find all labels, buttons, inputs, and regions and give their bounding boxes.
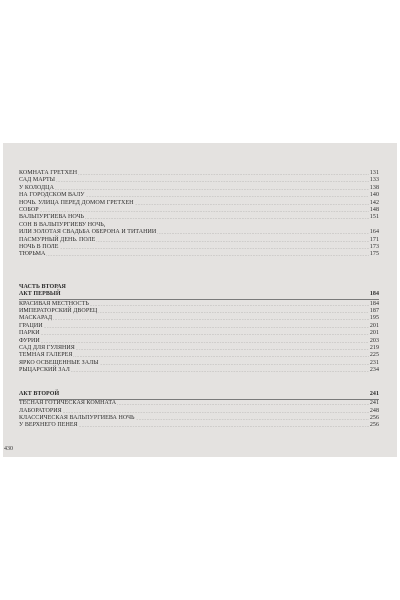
- toc-entry-title: ТЕСНАЯ ГОТИЧЕСКАЯ КОМНАТА: [19, 400, 117, 407]
- toc-leader-dots: [41, 338, 369, 345]
- toc-act-heading: [19, 291, 379, 298]
- toc-entry-title: У ВЕРХНЕГО ПЕНЕЯ: [19, 422, 78, 429]
- toc-entry-page: 225: [369, 352, 379, 359]
- toc-entry-page: 234: [369, 367, 379, 374]
- toc-leader-dots: [117, 400, 369, 407]
- toc-act-title: АКТ ВТОРОЙ: [19, 390, 60, 397]
- toc-entry: [19, 237, 379, 244]
- toc-entry-title: ИЛИ ЗОЛОТАЯ СВАДЬБА ОБЕРОНА И ТИТАНИИ: [19, 229, 157, 236]
- toc-leader-dots: [79, 422, 369, 429]
- toc-entry: [19, 415, 379, 422]
- toc-entry-page: 151: [369, 214, 379, 221]
- toc-act-heading: [19, 391, 379, 398]
- toc-entry: [19, 308, 379, 315]
- toc-entry-page: 164: [369, 229, 379, 236]
- toc-leader-dots: [98, 308, 369, 315]
- toc-entry-page: 184: [369, 300, 379, 307]
- toc-entry-page: 241: [369, 400, 379, 407]
- toc-entry-title: КЛАССИЧЕСКАЯ ВАЛЬПУРГИЕВА НОЧЬ: [19, 414, 135, 421]
- toc-entry-title: ПАСМУРНЫЙ ДЕНЬ. ПОЛЕ: [19, 236, 96, 243]
- toc-entry-page: 175: [369, 251, 379, 258]
- toc-leader-dots: [96, 237, 369, 244]
- toc-leader-dots: [76, 345, 369, 352]
- toc-entry-page: 173: [369, 243, 379, 250]
- toc-entry-page: 203: [369, 337, 379, 344]
- toc-leader-dots: [41, 330, 369, 337]
- toc-leader-dots: [157, 229, 369, 236]
- toc-entry-page: 142: [369, 199, 379, 206]
- toc-entry: [19, 251, 379, 258]
- part-heading: ЧАСТЬ ВТОРАЯ: [19, 284, 66, 290]
- toc-leader-dots: [71, 367, 369, 374]
- toc-entry: [19, 229, 379, 236]
- toc-entry: [19, 422, 379, 429]
- toc-entry: [19, 177, 379, 184]
- toc-entry-title: ТЮРЬМА: [19, 251, 46, 258]
- toc-entry: [19, 367, 379, 374]
- toc-entry-page: 256: [369, 414, 379, 421]
- book-page: [3, 143, 397, 457]
- toc-entry-title: ЛАБОРАТОРИЯ: [19, 407, 62, 414]
- toc-entry: [19, 345, 379, 352]
- toc-entry: [19, 315, 379, 322]
- toc-entry: [19, 200, 379, 207]
- toc-entry-page: 195: [369, 315, 379, 322]
- toc-leader-dots: [63, 408, 369, 415]
- toc-entry-page: 171: [369, 236, 379, 243]
- toc-entry-page: 256: [369, 422, 379, 429]
- toc-entry-title: ТЕМНАЯ ГАЛЕРЕЯ: [19, 352, 73, 359]
- toc-entry: [19, 338, 379, 345]
- toc-entry: [19, 408, 379, 415]
- toc-leader-dots: [56, 177, 369, 184]
- toc-entry-title: МАСКАРАД: [19, 315, 53, 322]
- toc-entry-page: 201: [369, 322, 379, 329]
- toc-entry-page: 133: [369, 177, 379, 184]
- toc-entry-page: 248: [369, 407, 379, 414]
- toc-leader-dots: [62, 291, 369, 298]
- toc-entry-title: НА ГОРОДСКОМ ВАЛУ: [19, 192, 85, 199]
- toc-block-part-two-act-one: [19, 284, 379, 374]
- toc-entry: [19, 360, 379, 367]
- toc-entry-title: ПАРКИ: [19, 330, 40, 337]
- toc-entry-title: У КОЛОДЦА: [19, 184, 54, 191]
- toc-entry-title: РЫЦАРСКИЙ ЗАЛ: [19, 367, 70, 374]
- toc-entry-title: КРАСИВАЯ МЕСТНОСТЬ: [19, 300, 89, 307]
- toc-entry: [19, 352, 379, 359]
- toc-entry: [19, 185, 379, 192]
- toc-leader-dots: [40, 207, 369, 214]
- toc-entry: [19, 301, 379, 308]
- page-number: 430: [4, 446, 13, 452]
- toc-entry-title: СОБОР: [19, 206, 39, 213]
- toc-entry-title: ЯРКО ОСВЕЩЕННЫЕ ЗАЛЫ: [19, 359, 99, 366]
- toc-leader-dots: [100, 360, 369, 367]
- toc-entry: [19, 244, 379, 251]
- toc-entry-page: 138: [369, 184, 379, 191]
- toc-leader-dots: [106, 222, 378, 229]
- toc-leader-dots: [46, 251, 369, 258]
- toc-entry-title: ВАЛЬПУРГИЕВА НОЧЬ: [19, 214, 85, 221]
- toc-entry-page: 201: [369, 330, 379, 337]
- toc-entry-title: НОЧЬ. УЛИЦА ПЕРЕД ДОМОМ ГРЕТХЕН: [19, 199, 134, 206]
- toc-leader-dots: [136, 415, 369, 422]
- toc-entry: [19, 214, 379, 221]
- toc-entry: [19, 170, 379, 177]
- toc-entry-title: ГРАЦИИ: [19, 322, 43, 329]
- toc-entry-page: 231: [369, 359, 379, 366]
- toc-entry: [19, 400, 379, 407]
- toc-leader-dots: [53, 315, 369, 322]
- toc-leader-dots: [90, 301, 369, 308]
- toc-entry-title: САД МАРТЫ: [19, 177, 56, 184]
- toc-leader-dots: [60, 391, 369, 398]
- toc-leader-dots: [60, 244, 369, 251]
- toc-entry-page: 131: [369, 169, 379, 176]
- toc-block-part-two-act-two: [19, 391, 379, 430]
- toc-entry-title: КОМНАТА ГРЕТХЕН: [19, 169, 78, 176]
- toc-entry: [19, 222, 379, 229]
- toc-entry: [19, 330, 379, 337]
- toc-entry-title: САД ДЛЯ ГУЛЯНИЯ: [19, 344, 75, 351]
- toc-leader-dots: [86, 192, 369, 199]
- toc-leader-dots: [44, 323, 369, 330]
- toc-entry-page: 219: [369, 344, 379, 351]
- toc-entry: [19, 192, 379, 199]
- toc-act-title: АКТ ПЕРВЫЙ: [19, 291, 61, 298]
- toc-act-page: 241: [369, 390, 379, 397]
- toc-block-part-one-end: [19, 170, 379, 259]
- toc-leader-dots: [135, 200, 369, 207]
- toc-leader-dots: [73, 352, 368, 359]
- toc-entry: [19, 323, 379, 330]
- toc-entry-title: НОЧЬ В ПОЛЕ: [19, 243, 59, 250]
- toc-leader-dots: [85, 214, 369, 221]
- toc-entry-title: СОН В ВАЛЬПУРГИЕВУ НОЧЬ,: [19, 221, 106, 228]
- toc-leader-dots: [78, 170, 369, 177]
- toc-entry-page: 140: [369, 192, 379, 199]
- toc-act-page: 184: [369, 291, 379, 298]
- toc-leader-dots: [55, 185, 369, 192]
- toc-entry-title: ИМПЕРАТОРСКИЙ ДВОРЕЦ: [19, 307, 98, 314]
- toc-entry-page: 187: [369, 307, 379, 314]
- toc-entry: [19, 207, 379, 214]
- toc-entry-title: ФУРИИ: [19, 337, 40, 344]
- toc-entry-page: 148: [369, 206, 379, 213]
